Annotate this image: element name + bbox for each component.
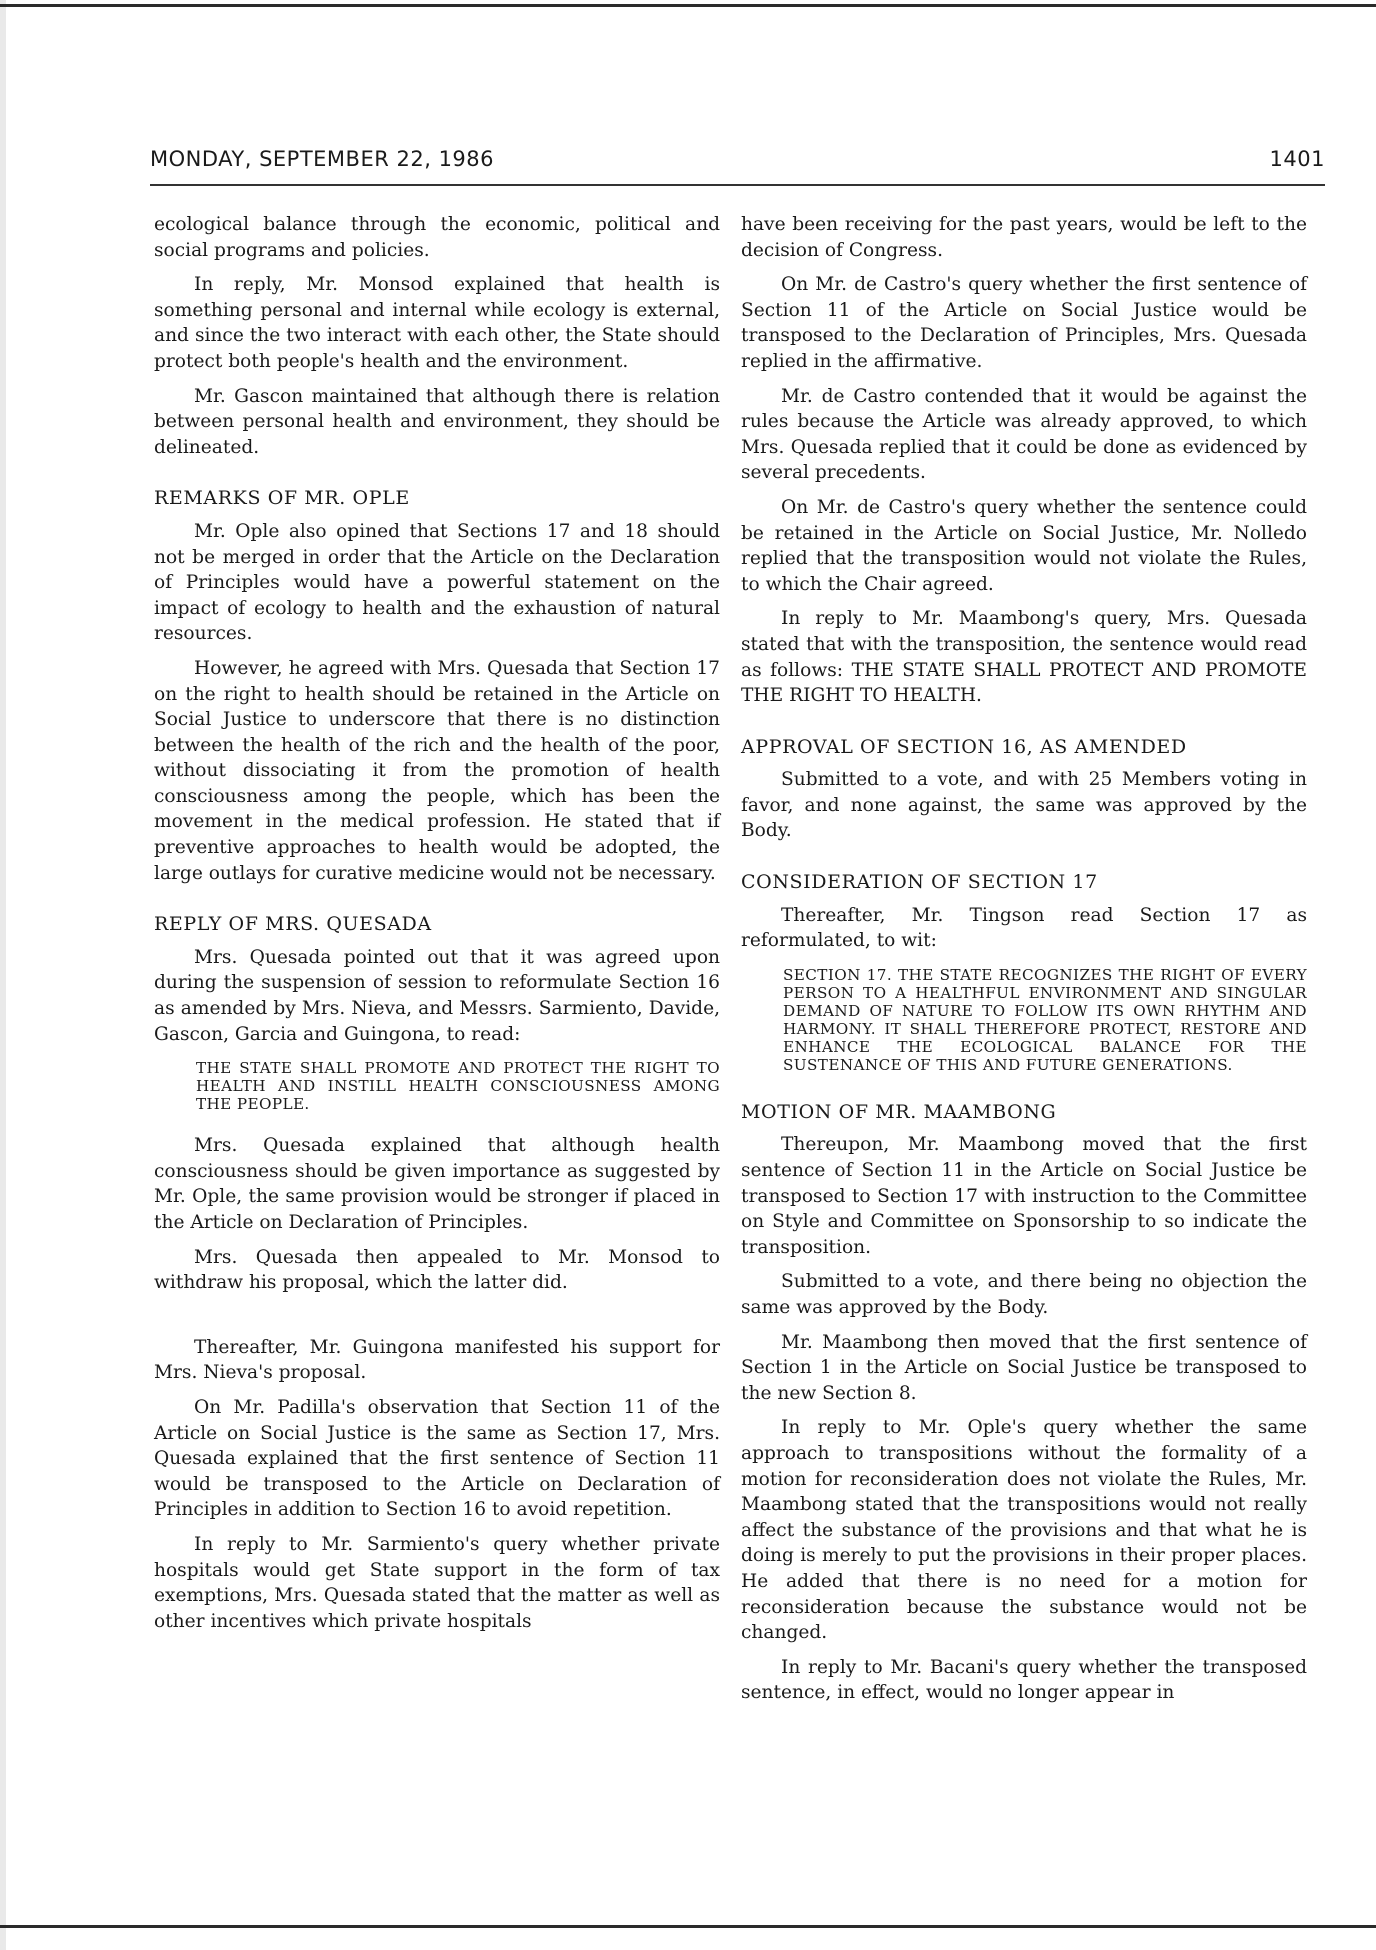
page-header	[150, 147, 1325, 171]
paragraph: In reply, Mr. Monsod explained that health is something personal and internal while ecology is external, and since the two interact with each other, the State should protect both people's health and the environment.	[154, 274, 720, 372]
header-rule	[150, 184, 1325, 186]
section-heading-remarks-ople: REMARKS OF MR. OPLE	[154, 487, 410, 510]
left-column	[154, 212, 720, 1643]
paragraph: However, he agreed with Mrs. Quesada that Section 17 on the right to health should be retained in the Article on Social Justice to underscore that there is no distinction between the health of the rich and the health of the poor, without dissociating it from the promotion of health consciousness among the people, which has been the movement in the medical profession. He stated that if preventive approaches to health would be adopted, the large outlays for curative medicine would not be necessary.	[154, 657, 720, 884]
paragraph: In reply to Mr. Ople's query whether the same approach to transpositions without the formality of a motion for reconsideration does not violate the Rules, Mr. Maambong stated that the transpositions would not really affect the substance of the provisions and that what he is doing is merely to put the provisions in their proper places. He added that there is no need for a motion for reconsideration because the substance would not be changed.	[741, 1417, 1307, 1644]
paragraph: In reply to Mr. Bacani's query whether the transposed sentence, in effect, would no longer appear in	[741, 1656, 1307, 1704]
paragraph: In reply to Mr. Maambong's query, Mrs. Quesada stated that with the transposition, the sentence would read as follows: THE STATE SHALL PROTECT AND PROMOTE THE RIGHT TO HEALTH.	[741, 608, 1307, 707]
paragraph: Mr. Maambong then moved that the first sentence of Section 1 in the Article on Social Justice be transposed to the new Section 8.	[741, 1331, 1307, 1404]
paragraph: Mrs. Quesada explained that although health consciousness should be given importance as suggested by Mr. Ople, the same provision would be stronger if placed in the Article on Declaration of Principles.	[154, 1135, 720, 1233]
paragraph: Mrs. Quesada then appealed to Mr. Monsod to withdraw his proposal, which the latter did.	[154, 1246, 720, 1294]
quoted-provision: THE STATE SHALL PROMOTE AND PROTECT THE RIGHT TO HEALTH AND INSTILL HEALTH CONSCIOUSNESS AMONG THE PEOPLE.	[196, 1059, 720, 1114]
bottom-border-rule	[0, 1925, 1376, 1928]
paragraph: On Mr. Padilla's observation that Section 11 of the Article on Social Justice is the same as Section 17, Mrs. Quesada explained that the first sentence of Section 11 would be transposed to the Article on Declaration of Principles in addition to Section 16 to avoid repetition.	[154, 1396, 720, 1521]
section-heading-motion-maambong: MOTION OF MR. MAAMBONG	[741, 1100, 1057, 1123]
paragraph: Submitted to a vote, and with 25 Members voting in favor, and none against, the same was approved by the Body.	[741, 769, 1307, 842]
paragraph: Thereupon, Mr. Maambong moved that the first sentence of Section 11 in the Article on Social Justice be transposed to Section 17 with instruction to the Committee on Style and Committee on Sponsorship to so indicate the transposition.	[741, 1134, 1307, 1258]
quoted-section-17: SECTION 17. THE STATE RECOGNIZES THE RIGHT OF EVERY PERSON TO A HEALTHFUL ENVIRONMENT AND SINGULAR DEMAND OF NATURE TO FOLLOW ITS OWN RHYTHM AND HARMONY. IT SHALL THEREFORE PROTECT, RESTORE AND ENHANCE THE ECOLOGICAL BALANCE FOR THE SUSTENANCE OF THIS AND FUTURE GENERATIONS.	[783, 965, 1307, 1074]
top-border-rule	[0, 4, 1376, 7]
right-column	[741, 212, 1307, 1715]
scan-edge-shadow	[0, 0, 6, 1950]
paragraph: Mrs. Quesada pointed out that it was agreed upon during the suspension of session to reformulate Section 16 as amended by Mrs. Nieva, and Messrs. Sarmiento, Davide, Gascon, Garcia and Guingona, to read:	[154, 946, 720, 1045]
paragraph: Mr. Gascon maintained that although there is relation between personal health and environment, they should be delineated.	[154, 385, 720, 458]
page-number: 1401	[1269, 147, 1325, 171]
spacer	[154, 1305, 720, 1335]
paragraph: Mr. de Castro contended that it would be against the rules because the Article was already approved, to which Mrs. Quesada replied that it could be done as evidenced by several precedents.	[741, 385, 1307, 484]
paragraph: Thereafter, Mr. Tingson read Section 17 as reformulated, to wit:	[741, 904, 1307, 952]
paragraph: On Mr. de Castro's query whether the first sentence of Section 11 of the Article on Social Justice would be transposed to the Declaration of Principles, Mrs. Quesada replied in the affirmative.	[741, 274, 1307, 372]
paragraph: On Mr. de Castro's query whether the sentence could be retained in the Article on Social Justice, Mr. Nolledo replied that the transposition would not violate the Rules, to which the Chair agreed.	[741, 496, 1307, 595]
section-heading-reply-quesada: REPLY OF MRS. QUESADA	[154, 913, 432, 936]
header-date: MONDAY, SEPTEMBER 22, 1986	[150, 147, 495, 171]
paragraph: have been receiving for the past years, would be left to the decision of Congress.	[741, 214, 1307, 261]
paragraph: ecological balance through the economic, political and social programs and policies.	[154, 214, 720, 261]
section-heading-approval-section-16: APPROVAL OF SECTION 16, AS AMENDED	[741, 735, 1187, 758]
section-heading-consideration-section-17: CONSIDERATION OF SECTION 17	[741, 871, 1098, 894]
paragraph: In reply to Mr. Sarmiento's query whether private hospitals would get State support in the form of tax exemptions, Mrs. Quesada stated that the matter as well as other incentives which private hospitals	[154, 1533, 720, 1632]
paragraph: Submitted to a vote, and there being no objection the same was approved by the Body.	[741, 1271, 1307, 1318]
paragraph: Thereafter, Mr. Guingona manifested his support for Mrs. Nieva's proposal.	[154, 1336, 720, 1384]
paragraph: Mr. Ople also opined that Sections 17 and 18 should not be merged in order that the Article on the Declaration of Principles would have a powerful statement on the impact of ecology to health and the exhaustion of natural resources.	[154, 520, 720, 645]
